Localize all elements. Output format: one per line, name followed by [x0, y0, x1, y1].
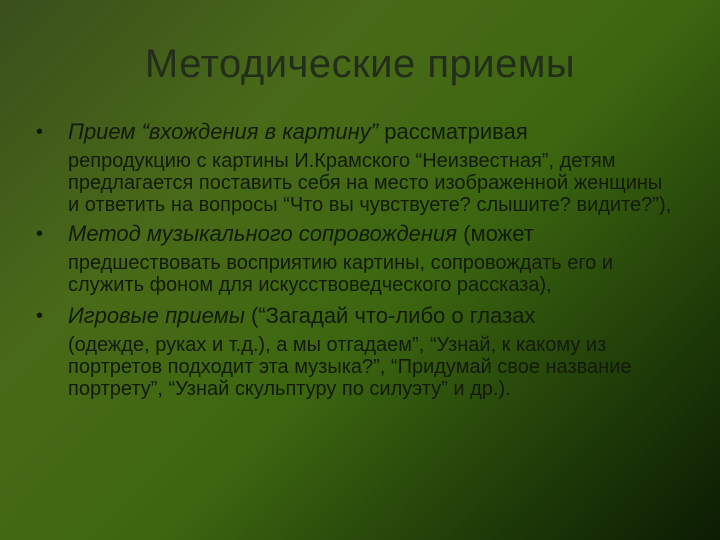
slide-title: Методические приемы: [144, 42, 576, 86]
list-item: [36, 304, 676, 400]
item-heading: Прием “вхождения в картину”: [68, 119, 379, 144]
bullet-icon: •: [36, 223, 44, 245]
bullet-icon: •: [36, 305, 44, 327]
item-description: предшествовать восприятию картины, сопровождать его и служить фоном для искусствоведческого рассказа),: [68, 252, 614, 296]
item-lead-text: (“Загадай что-либо о глазах: [244, 303, 536, 328]
item-first-line: [68, 304, 676, 328]
item-heading: Игровые приемы: [68, 303, 245, 328]
item-heading: Метод музыкального сопровождения: [68, 221, 457, 246]
item-description: (одежде, руках и т.д.), а мы отгадаем”, “Узнай, к какому из портретов подходит эта музыка?”, “Придумай свое название портрету”, “Узнай скульптуру по силуэту” и др.).: [68, 334, 632, 400]
item-description: репродукцию с картины И.Крамского “Неизвестная”, детям предлагается поставить себя на место изображенной женщины и ответить на вопросы “Что вы чувствуете? слышите? видите?”),: [68, 150, 672, 216]
bullet-icon: •: [36, 121, 44, 143]
item-first-line: [68, 222, 676, 246]
bullet-list: [36, 120, 676, 400]
list-item: [36, 222, 676, 296]
item-first-line: [68, 120, 676, 144]
item-lead-text: рассматривая: [378, 119, 528, 144]
list-item: [36, 120, 676, 216]
item-lead-text: (может: [457, 221, 534, 246]
